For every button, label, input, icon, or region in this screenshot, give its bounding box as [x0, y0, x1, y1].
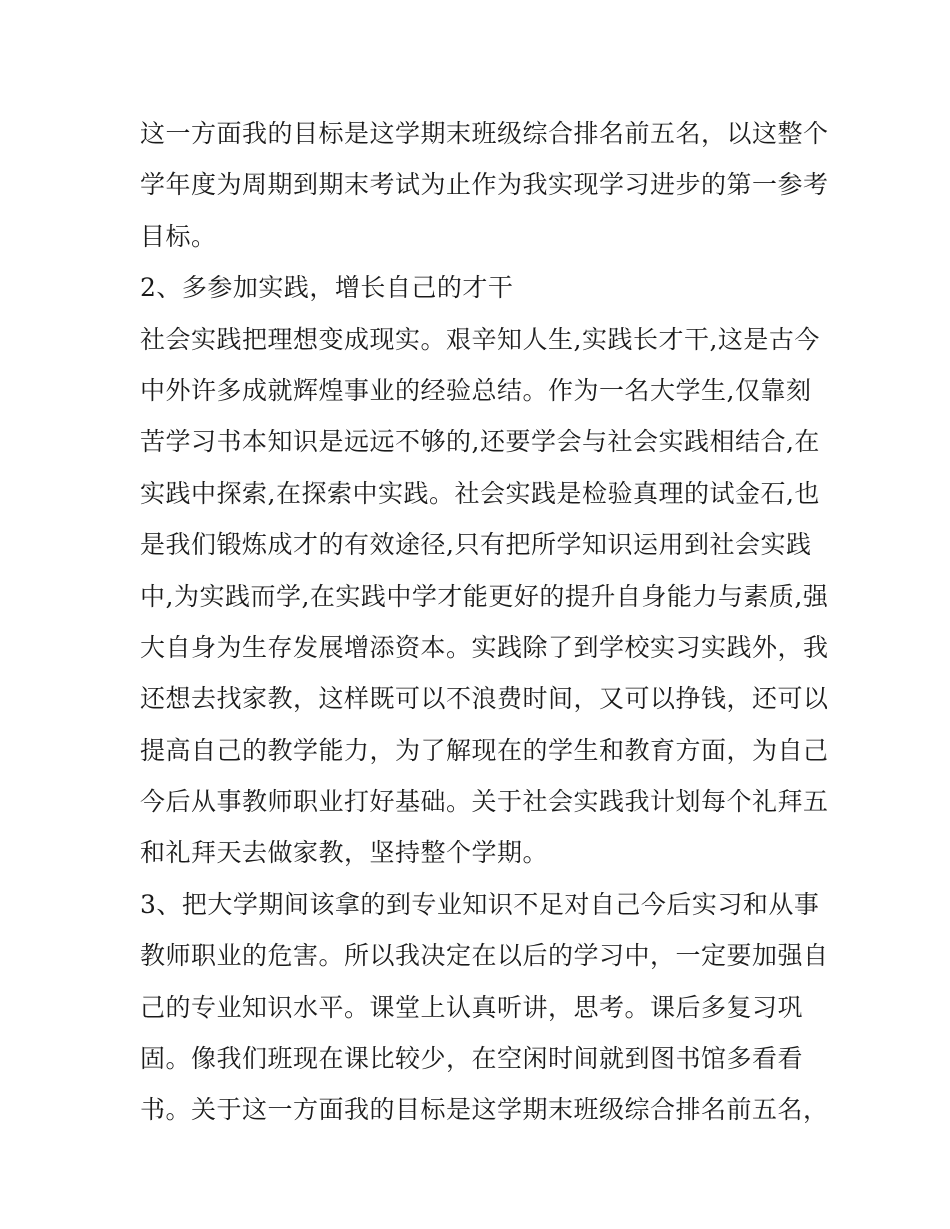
text-line: 中外许多成就辉煌事业的经验总结。作为一名大学生,仅靠刻 [140, 375, 812, 405]
text-line: 这一方面我的目标是这学期末班级综合排名前五名，以这整个 [140, 119, 829, 148]
text-line: 社会实践把理想变成现实。艰辛知人生,实践长才干,这是古今 [140, 324, 820, 354]
section-heading: 2、多参加实践，增长自己的才干 [140, 273, 514, 303]
text-line: 是我们锻炼成才的有效途径,只有把所学知识运用到社会实践 [140, 530, 812, 560]
text-line: 己的专业知识水平。课堂上认真听讲，思考。课后多复习巩 [140, 992, 804, 1022]
text-line: 教师职业的危害。所以我决定在以后的学习中，一定要加强自 [140, 941, 829, 971]
text-line: 大自身为生存发展增添资本。实践除了到学校实习实践外，我 [140, 632, 829, 662]
text-line: 苦学习书本知识是远远不够的,还要学会与社会实践相结合,在 [140, 427, 820, 457]
text-line: 今后从事教师职业打好基础。关于社会实践我计划每个礼拜五 [140, 787, 829, 817]
text-line: 提高自己的教学能力，为了解现在的学生和教育方面，为自己 [140, 735, 829, 765]
body-text [140, 108, 829, 1136]
section-heading: 3、把大学期间该拿的到专业知识不足对自己今后实习和从事 [140, 889, 820, 919]
text-line: 还想去找家教，这样既可以不浪费时间，又可以挣钱，还可以 [140, 684, 829, 714]
text-line: 固。像我们班现在课比较少，在空闲时间就到图书馆多看看 [140, 1044, 804, 1074]
text-line: 中,为实践而学,在实践中学才能更好的提升自身能力与素质,强 [140, 581, 829, 611]
text-line: 和礼拜天去做家教，坚持整个学期。 [140, 838, 549, 868]
text-line: 目标。 [140, 221, 217, 251]
text-line: 学年度为周期到期末考试为止作为我实现学习进步的第一参考 [140, 170, 829, 200]
text-line: 实践中探索,在探索中实践。社会实践是检验真理的试金石,也 [140, 478, 820, 508]
text-line: 书。关于这一方面我的目标是这学期末班级综合排名前五名， [140, 1095, 829, 1125]
